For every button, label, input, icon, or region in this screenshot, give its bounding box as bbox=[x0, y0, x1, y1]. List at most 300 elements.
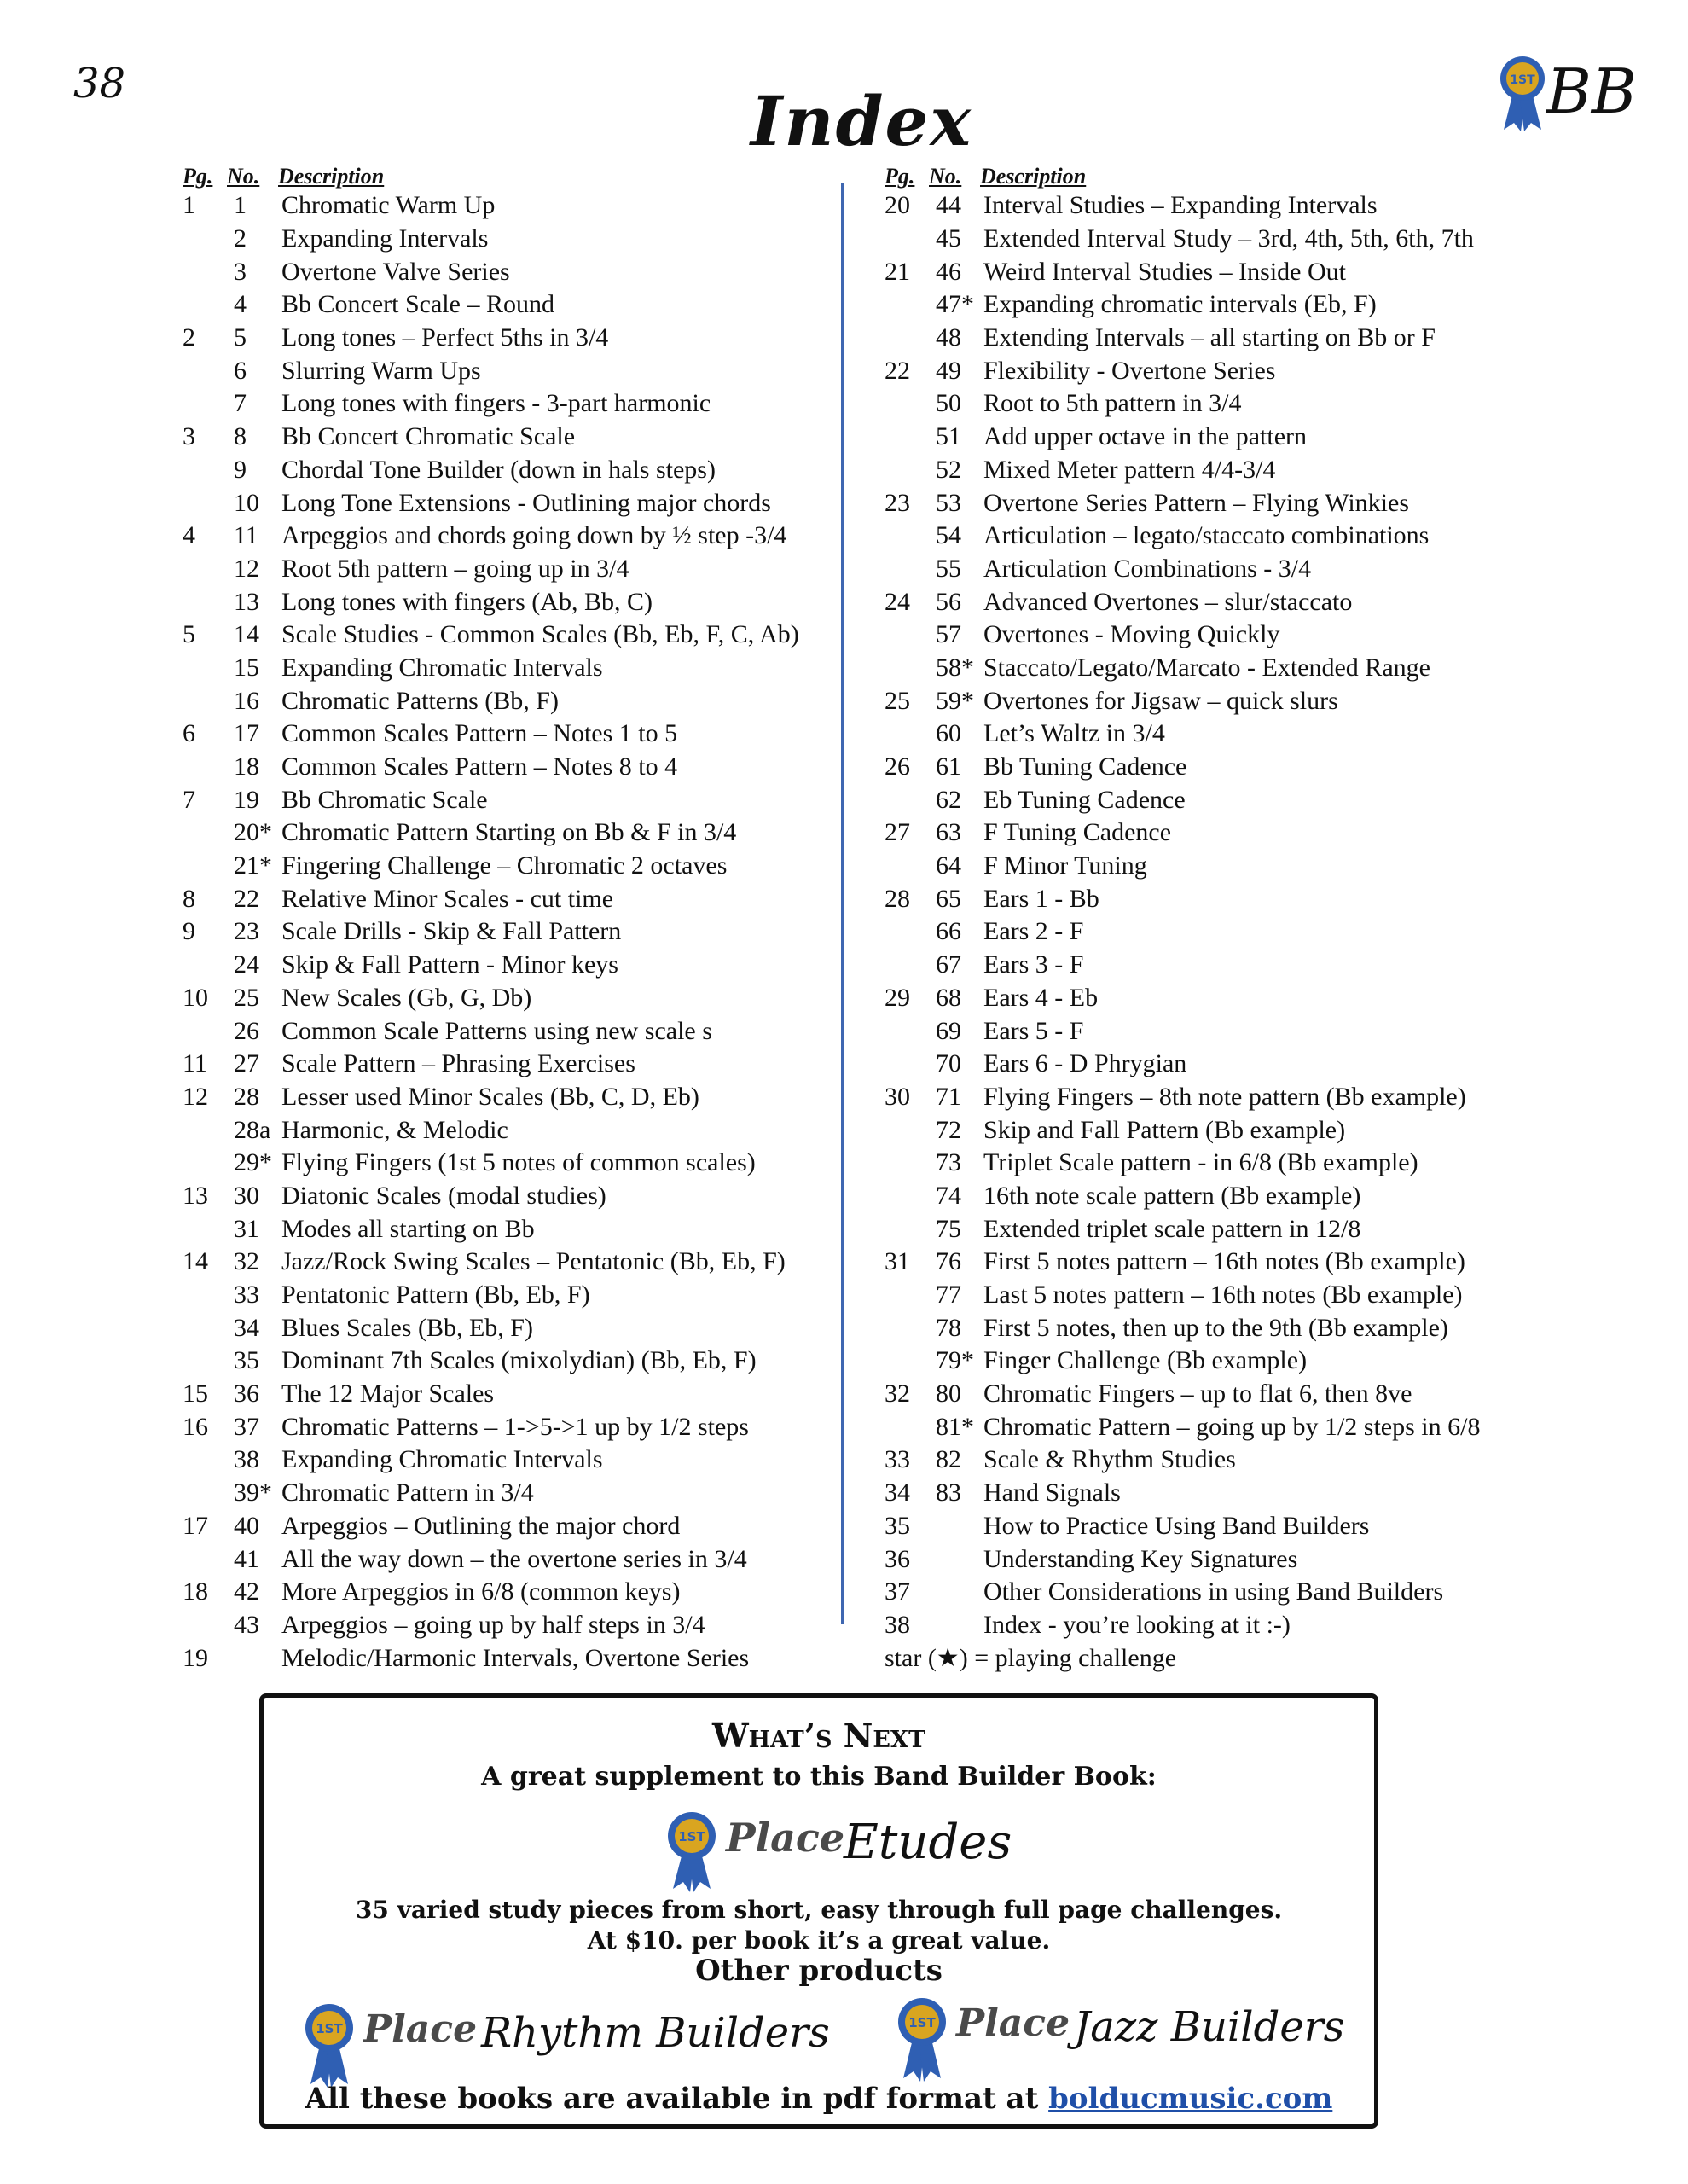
index-entry bbox=[183, 322, 848, 355]
entry-number: 59* bbox=[936, 686, 974, 715]
index-entry bbox=[183, 1246, 848, 1279]
entry-description: F Tuning Cadence bbox=[983, 818, 1172, 847]
entry-number: 5 bbox=[234, 323, 247, 352]
index-entry bbox=[885, 949, 1567, 982]
entry-number: 22 bbox=[234, 884, 259, 913]
entry-description: Ears 1 - Bb bbox=[983, 884, 1099, 913]
index-entry bbox=[183, 1180, 848, 1213]
entry-page: 16 bbox=[183, 1412, 208, 1441]
entry-description: All the way down – the overtone series in 3/4 bbox=[281, 1544, 747, 1573]
svg-text:Place: Place bbox=[956, 2001, 1070, 2045]
entry-number: 21* bbox=[234, 851, 272, 880]
entry-description: Expanding chromatic intervals (Eb, F) bbox=[983, 290, 1377, 319]
legend-text: star (★) = playing challenge bbox=[885, 1644, 1177, 1673]
entry-description: Bb Chromatic Scale bbox=[281, 785, 488, 814]
entry-number: 51 bbox=[936, 422, 961, 451]
entry-number: 42 bbox=[234, 1577, 259, 1606]
entry-number: 74 bbox=[936, 1181, 961, 1210]
entry-number: 14 bbox=[234, 620, 259, 649]
index-entry bbox=[885, 189, 1567, 223]
index-entry bbox=[885, 1345, 1567, 1378]
entry-number: 73 bbox=[936, 1148, 961, 1177]
entry-page: 2 bbox=[183, 323, 195, 352]
index-entry bbox=[885, 1279, 1567, 1312]
entry-description: Chordal Tone Builder (down in hals steps) bbox=[281, 455, 716, 484]
index-entry bbox=[183, 1510, 848, 1543]
index-entry bbox=[183, 486, 848, 520]
page-title: Index bbox=[751, 81, 973, 161]
entry-page: 35 bbox=[885, 1511, 910, 1540]
index-entry bbox=[183, 717, 848, 751]
index-entry bbox=[885, 1576, 1567, 1609]
entry-number: 40 bbox=[234, 1511, 259, 1540]
index-entry bbox=[183, 354, 848, 387]
entry-number: 13 bbox=[234, 587, 259, 616]
entry-page: 11 bbox=[183, 1049, 207, 1078]
entry-page: 24 bbox=[885, 587, 910, 616]
entry-number: 7 bbox=[234, 389, 247, 418]
entry-number: 24 bbox=[234, 950, 259, 979]
entry-number: 79* bbox=[936, 1346, 974, 1375]
availability-text: All these books are available in pdf format at bbox=[305, 2082, 1049, 2116]
entry-number: 61 bbox=[936, 752, 961, 781]
entry-page: 10 bbox=[183, 983, 208, 1012]
entry-description: Slurring Warm Ups bbox=[281, 356, 481, 385]
index-entry bbox=[183, 1048, 848, 1081]
index-entry bbox=[885, 1212, 1567, 1246]
entry-number: 39* bbox=[234, 1478, 272, 1507]
entry-description: Pentatonic Pattern (Bb, Eb, F) bbox=[281, 1281, 590, 1310]
entry-number: 19 bbox=[234, 785, 259, 814]
entry-number: 37 bbox=[234, 1412, 259, 1441]
index-left-column bbox=[183, 164, 848, 1675]
index-entry bbox=[885, 915, 1567, 949]
entry-page: 21 bbox=[885, 257, 910, 286]
index-entry bbox=[183, 520, 848, 553]
index-entry bbox=[885, 1311, 1567, 1345]
index-entry bbox=[885, 882, 1567, 915]
index-entry bbox=[183, 816, 848, 850]
index-entry bbox=[183, 882, 848, 915]
entry-description: The 12 Major Scales bbox=[281, 1380, 495, 1409]
entry-description: Lesser used Minor Scales (Bb, C, D, Eb) bbox=[281, 1082, 699, 1111]
entry-description: Extended Interval Study – 3rd, 4th, 5th, 6th, 7th bbox=[983, 224, 1474, 253]
entry-number: 46 bbox=[936, 257, 961, 286]
index-entry bbox=[885, 1180, 1567, 1213]
index-entry bbox=[183, 421, 848, 454]
place-jazz-builders-logo bbox=[895, 1986, 1345, 2084]
entry-description: How to Practice Using Band Builders bbox=[983, 1511, 1370, 1540]
index-entry bbox=[885, 553, 1567, 586]
header-description: Description bbox=[278, 164, 385, 189]
entry-description: Index - you’re looking at it :-) bbox=[983, 1610, 1291, 1639]
entry-description: Scale & Rhythm Studies bbox=[983, 1445, 1236, 1474]
index-entry bbox=[885, 1113, 1567, 1147]
index-entry bbox=[885, 1410, 1567, 1443]
entry-description: Expanding Intervals bbox=[281, 224, 489, 253]
blue-ribbon-medal-icon bbox=[668, 1812, 716, 1892]
etudes-description: 35 varied study pieces from short, easy through full page challenges. bbox=[355, 1896, 1283, 1924]
entry-description: Last 5 notes pattern – 16th notes (Bb example) bbox=[983, 1281, 1463, 1310]
entry-description: Overtone Valve Series bbox=[281, 257, 510, 286]
entry-number: 55 bbox=[936, 554, 961, 583]
entry-description: Melodic/Harmonic Intervals, Overtone Series bbox=[281, 1643, 750, 1672]
index-entry bbox=[183, 255, 848, 288]
entry-number: 17 bbox=[234, 719, 259, 748]
entry-description: Chromatic Patterns – 1->5->1 up by 1/2 steps bbox=[281, 1412, 749, 1441]
entry-number: 50 bbox=[936, 389, 961, 418]
entry-number: 78 bbox=[936, 1313, 961, 1342]
index-entry bbox=[885, 585, 1567, 619]
entry-description: Diatonic Scales (modal studies) bbox=[281, 1181, 606, 1210]
index-entry bbox=[183, 751, 848, 784]
header-no: No. bbox=[227, 164, 260, 189]
entry-description: Arpeggios – going up by half steps in 3/4 bbox=[281, 1610, 705, 1639]
index-entry bbox=[183, 1609, 848, 1642]
entry-number: 3 bbox=[234, 257, 247, 286]
entry-page: 12 bbox=[183, 1082, 208, 1111]
entry-description: Jazz/Rock Swing Scales – Pentatonic (Bb, Eb, F) bbox=[281, 1247, 786, 1276]
index-entry bbox=[885, 1147, 1567, 1180]
index-entry bbox=[183, 1311, 848, 1345]
entry-description: Chromatic Pattern Starting on Bb & F in 3/4 bbox=[281, 818, 737, 847]
entry-number: 28 bbox=[234, 1082, 259, 1111]
index-entry bbox=[183, 454, 848, 487]
entry-description: Eb Tuning Cadence bbox=[983, 785, 1186, 814]
entry-description: More Arpeggios in 6/8 (common keys) bbox=[281, 1577, 681, 1606]
entry-number: 76 bbox=[936, 1247, 961, 1276]
entry-page: 36 bbox=[885, 1544, 910, 1573]
svg-text:Etudes: Etudes bbox=[844, 1815, 1012, 1870]
index-entry bbox=[183, 915, 848, 949]
entry-description: Scale Studies - Common Scales (Bb, Eb, F, C, Ab) bbox=[281, 620, 799, 649]
entry-number: 27 bbox=[234, 1049, 259, 1078]
entry-description: Extending Intervals – all starting on Bb or F bbox=[983, 323, 1436, 352]
entry-number: 29* bbox=[234, 1148, 272, 1177]
index-right-column bbox=[885, 164, 1567, 1675]
entry-number: 11 bbox=[234, 521, 258, 550]
entry-description: Chromatic Pattern – going up by 1/2 steps in 6/8 bbox=[983, 1412, 1481, 1441]
entry-page: 1 bbox=[183, 191, 195, 220]
index-entry bbox=[183, 684, 848, 717]
entry-number: 67 bbox=[936, 950, 961, 979]
entry-number: 71 bbox=[936, 1082, 961, 1111]
entry-description: Ears 4 - Eb bbox=[983, 983, 1099, 1012]
entry-description: Mixed Meter pattern 4/4-3/4 bbox=[983, 455, 1276, 484]
entry-description: Long Tone Extensions - Outlining major chords bbox=[281, 488, 771, 517]
whats-next-box bbox=[259, 1693, 1378, 2129]
entry-description: Skip and Fall Pattern (Bb example) bbox=[983, 1115, 1346, 1144]
entry-number: 69 bbox=[936, 1016, 961, 1045]
entry-page: 9 bbox=[183, 917, 195, 946]
entry-description: Relative Minor Scales - cut time bbox=[281, 884, 614, 913]
entry-description: Root 5th pattern – going up in 3/4 bbox=[281, 554, 629, 583]
entry-description: Scale Drills - Skip & Fall Pattern bbox=[281, 917, 622, 946]
entry-number: 81* bbox=[936, 1412, 974, 1441]
index-entry bbox=[885, 387, 1567, 421]
index-entry bbox=[885, 816, 1567, 850]
entry-description: Interval Studies – Expanding Intervals bbox=[983, 191, 1378, 220]
entry-page: 23 bbox=[885, 488, 910, 517]
entry-number: 83 bbox=[936, 1478, 961, 1507]
svg-text:1ST: 1ST bbox=[316, 2021, 343, 2036]
entry-description: Bb Concert Scale – Round bbox=[281, 290, 554, 319]
entry-description: Root to 5th pattern in 3/4 bbox=[983, 389, 1242, 418]
index-entry bbox=[885, 1510, 1567, 1543]
entry-description: Staccato/Legato/Marcato - Extended Range bbox=[983, 653, 1430, 682]
index-entry bbox=[183, 387, 848, 421]
entry-page: 17 bbox=[183, 1511, 208, 1540]
entry-page: 28 bbox=[885, 884, 910, 913]
blue-ribbon-medal-icon bbox=[898, 1998, 946, 2082]
entry-description: Bb Concert Chromatic Scale bbox=[281, 422, 576, 451]
entry-number: 38 bbox=[234, 1445, 259, 1474]
index-entry bbox=[183, 850, 848, 883]
entry-number: 10 bbox=[234, 488, 259, 517]
entry-number: 56 bbox=[936, 587, 961, 616]
entry-number: 82 bbox=[936, 1445, 961, 1474]
entry-page: 19 bbox=[183, 1643, 208, 1672]
entry-number: 41 bbox=[234, 1544, 259, 1573]
index-entry bbox=[885, 717, 1567, 751]
entry-description: Triplet Scale pattern - in 6/8 (Bb example) bbox=[983, 1148, 1418, 1177]
blue-ribbon-medal-icon bbox=[1500, 56, 1545, 131]
index-entry bbox=[885, 354, 1567, 387]
entry-number: 60 bbox=[936, 719, 961, 748]
entry-description: Overtone Series Pattern – Flying Winkies bbox=[983, 488, 1409, 517]
index-entry bbox=[885, 322, 1567, 355]
entry-description: Ears 2 - F bbox=[983, 917, 1084, 946]
bolducmusic-link[interactable]: bolducmusic.com bbox=[1048, 2082, 1333, 2116]
entry-page: 3 bbox=[183, 422, 195, 451]
entry-number: 15 bbox=[234, 653, 259, 682]
header-no: No. bbox=[929, 164, 962, 189]
entry-number: 47* bbox=[936, 290, 974, 319]
band-builders-logo bbox=[1488, 44, 1637, 138]
entry-page: 25 bbox=[885, 686, 910, 715]
entry-number: 36 bbox=[234, 1380, 259, 1409]
entry-number: 34 bbox=[234, 1313, 259, 1342]
index-entry bbox=[885, 1378, 1567, 1411]
entry-description: Common Scales Pattern – Notes 1 to 5 bbox=[281, 719, 678, 748]
index-entry bbox=[885, 619, 1567, 652]
header-pg: Pg. bbox=[885, 164, 915, 189]
entry-page: 5 bbox=[183, 620, 195, 649]
entry-page: 4 bbox=[183, 521, 195, 550]
entry-description: First 5 notes pattern – 16th notes (Bb example) bbox=[983, 1247, 1465, 1276]
entry-number: 30 bbox=[234, 1181, 259, 1210]
entry-number: 75 bbox=[936, 1214, 961, 1243]
legend bbox=[885, 1641, 1567, 1675]
entry-description: Long tones with fingers - 3-part harmonic bbox=[281, 389, 711, 418]
entry-number: 2 bbox=[234, 224, 247, 253]
entry-page: 20 bbox=[885, 191, 910, 220]
entry-page: 32 bbox=[885, 1380, 910, 1409]
entry-number: 49 bbox=[936, 356, 961, 385]
entry-page: 22 bbox=[885, 356, 910, 385]
entry-number: 9 bbox=[234, 455, 247, 484]
entry-number: 20* bbox=[234, 818, 272, 847]
index-entry bbox=[885, 652, 1567, 685]
entry-number: 25 bbox=[234, 983, 259, 1012]
svg-text:1ST: 1ST bbox=[1510, 73, 1535, 87]
entry-number: 68 bbox=[936, 983, 961, 1012]
entry-description: Bb Tuning Cadence bbox=[983, 752, 1187, 781]
entry-number: 80 bbox=[936, 1380, 961, 1409]
entry-number: 18 bbox=[234, 752, 259, 781]
index-entry bbox=[885, 1609, 1567, 1642]
entry-description: Ears 3 - F bbox=[983, 950, 1084, 979]
index-entry bbox=[885, 850, 1567, 883]
entry-number: 28a bbox=[234, 1115, 271, 1144]
index-entry bbox=[183, 652, 848, 685]
entry-description: 16th note scale pattern (Bb example) bbox=[983, 1181, 1361, 1210]
index-entry bbox=[885, 751, 1567, 784]
entry-number: 66 bbox=[936, 917, 961, 946]
entry-page: 37 bbox=[885, 1577, 910, 1606]
etudes-price: At $10. per book it’s a great value. bbox=[587, 1926, 1051, 1955]
entry-number: 57 bbox=[936, 620, 961, 649]
index-entry bbox=[183, 585, 848, 619]
index-entry bbox=[183, 189, 848, 223]
entry-description: Arpeggios and chords going down by ½ step -3/4 bbox=[281, 521, 787, 550]
entry-number: 31 bbox=[234, 1214, 259, 1243]
entry-description: Flying Fingers (1st 5 notes of common scales) bbox=[281, 1148, 756, 1177]
entry-description: Let’s Waltz in 3/4 bbox=[983, 719, 1165, 748]
index-entry bbox=[183, 1279, 848, 1312]
entry-description: New Scales (Gb, G, Db) bbox=[281, 983, 532, 1012]
index-entry bbox=[885, 486, 1567, 520]
blue-ribbon-medal-icon bbox=[305, 2004, 353, 2088]
entry-number: 63 bbox=[936, 818, 961, 847]
header-description: Description bbox=[980, 164, 1087, 189]
entry-number: 16 bbox=[234, 686, 259, 715]
index-entry bbox=[885, 255, 1567, 288]
index-entry bbox=[885, 684, 1567, 717]
entry-number: 12 bbox=[234, 554, 259, 583]
place-etudes-logo bbox=[664, 1800, 1012, 1894]
entry-number: 64 bbox=[936, 851, 961, 880]
index-entry bbox=[183, 1542, 848, 1576]
entry-number: 43 bbox=[234, 1610, 259, 1639]
entry-page: 7 bbox=[183, 785, 195, 814]
entry-page: 27 bbox=[885, 818, 910, 847]
index-entry bbox=[183, 1443, 848, 1477]
entry-number: 33 bbox=[234, 1281, 259, 1310]
entry-description: Ears 6 - D Phrygian bbox=[983, 1049, 1187, 1078]
entry-number: 35 bbox=[234, 1346, 259, 1375]
svg-text:1ST: 1ST bbox=[908, 2015, 936, 2030]
entry-page: 30 bbox=[885, 1082, 910, 1111]
index-entry bbox=[183, 553, 848, 586]
svg-text:Place: Place bbox=[726, 1815, 845, 1861]
entry-description: Long tones with fingers (Ab, Bb, C) bbox=[281, 587, 653, 616]
index-entry bbox=[885, 982, 1567, 1015]
entry-number: 54 bbox=[936, 521, 961, 550]
entry-number: 23 bbox=[234, 917, 259, 946]
svg-text:Place: Place bbox=[363, 2007, 478, 2051]
entry-description: Finger Challenge (Bb example) bbox=[983, 1346, 1308, 1375]
entry-description: Extended triplet scale pattern in 12/8 bbox=[983, 1214, 1361, 1243]
entry-page: 14 bbox=[183, 1247, 208, 1276]
header-pg: Pg. bbox=[183, 164, 213, 189]
entry-number: 32 bbox=[234, 1247, 259, 1276]
entry-number: 77 bbox=[936, 1281, 961, 1310]
entry-page: 29 bbox=[885, 983, 910, 1012]
entry-page: 8 bbox=[183, 884, 195, 913]
entry-number: 65 bbox=[936, 884, 961, 913]
entry-number: 70 bbox=[936, 1049, 961, 1078]
svg-text:Jazz Builders: Jazz Builders bbox=[1074, 2003, 1345, 2051]
index-entry bbox=[885, 783, 1567, 816]
index-entry bbox=[183, 1014, 848, 1048]
page-number: 38 bbox=[73, 60, 126, 107]
entry-description: Modes all starting on Bb bbox=[281, 1214, 535, 1243]
svg-text:BB: BB bbox=[1546, 55, 1637, 127]
index-entry bbox=[885, 288, 1567, 322]
index-entry bbox=[183, 1477, 848, 1510]
svg-text:Rhythm Builders: Rhythm Builders bbox=[481, 2009, 830, 2057]
entry-description: Dominant 7th Scales (mixolydian) (Bb, Eb, F) bbox=[281, 1346, 757, 1375]
entry-page: 31 bbox=[885, 1247, 910, 1276]
index-entry bbox=[183, 288, 848, 322]
entry-description: Long tones – Perfect 5ths in 3/4 bbox=[281, 323, 609, 352]
entry-number: 26 bbox=[234, 1016, 259, 1045]
entry-description: F Minor Tuning bbox=[983, 851, 1147, 880]
entry-number: 58* bbox=[936, 653, 974, 682]
entry-description: Harmonic, & Melodic bbox=[281, 1115, 508, 1144]
whats-next-title: What’s Next bbox=[711, 1716, 926, 1755]
entry-description: Hand Signals bbox=[983, 1478, 1121, 1507]
column-header bbox=[885, 164, 1567, 189]
entry-description: Fingering Challenge – Chromatic 2 octaves bbox=[281, 851, 728, 880]
svg-text:1ST: 1ST bbox=[678, 1829, 705, 1844]
index-entry bbox=[885, 1246, 1567, 1279]
index-entry bbox=[885, 223, 1567, 256]
entry-number: 52 bbox=[936, 455, 961, 484]
index-entry bbox=[183, 1641, 848, 1675]
entry-number: 72 bbox=[936, 1115, 961, 1144]
index-entry bbox=[183, 949, 848, 982]
entry-description: Blues Scales (Bb, Eb, F) bbox=[281, 1313, 533, 1342]
entry-number: 6 bbox=[234, 356, 247, 385]
entry-page: 13 bbox=[183, 1181, 208, 1210]
index-entry bbox=[183, 619, 848, 652]
index-entry bbox=[885, 520, 1567, 553]
index-entry bbox=[885, 454, 1567, 487]
index-entry bbox=[183, 1576, 848, 1609]
entry-description: Common Scale Patterns using new scale s bbox=[281, 1016, 712, 1045]
entry-description: First 5 notes, then up to the 9th (Bb example) bbox=[983, 1313, 1448, 1342]
entry-description: Articulation – legato/staccato combinations bbox=[983, 521, 1430, 550]
entry-description: Expanding Chromatic Intervals bbox=[281, 1445, 603, 1474]
entry-page: 34 bbox=[885, 1478, 910, 1507]
index-entry bbox=[885, 1443, 1567, 1477]
entry-page: 26 bbox=[885, 752, 910, 781]
entry-description: Flying Fingers – 8th note pattern (Bb example) bbox=[983, 1082, 1466, 1111]
entry-page: 15 bbox=[183, 1380, 208, 1409]
entry-description: Ears 5 - F bbox=[983, 1016, 1084, 1045]
entry-number: 53 bbox=[936, 488, 961, 517]
entry-description: Scale Pattern – Phrasing Exercises bbox=[281, 1049, 635, 1078]
column-header bbox=[183, 164, 848, 189]
entry-number: 44 bbox=[936, 191, 961, 220]
index-entry bbox=[183, 1113, 848, 1147]
index-entry bbox=[183, 1378, 848, 1411]
entry-description: Advanced Overtones – slur/staccato bbox=[983, 587, 1353, 616]
entry-description: Other Considerations in using Band Builders bbox=[983, 1577, 1444, 1606]
index-entry bbox=[183, 1410, 848, 1443]
